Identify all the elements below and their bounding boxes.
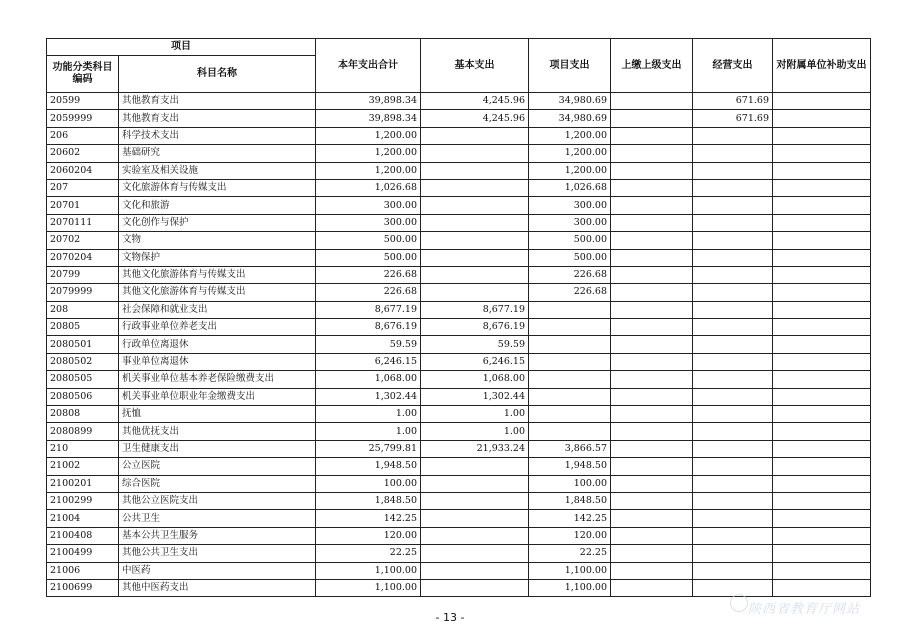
cell-total: 6,246.15 — [316, 353, 421, 370]
cell-project: 1,200.00 — [529, 162, 611, 179]
cell-subsidy — [773, 127, 871, 144]
cell-basic: 59.59 — [421, 336, 529, 353]
cell-code: 207 — [47, 179, 119, 196]
cell-name: 行政单位离退休 — [119, 336, 316, 353]
cell-project — [529, 319, 611, 336]
cell-total: 1,848.50 — [316, 492, 421, 509]
cell-subsidy — [773, 545, 871, 562]
cell-total: 22.25 — [316, 545, 421, 562]
cell-upper — [611, 301, 693, 318]
cell-code: 206 — [47, 127, 119, 144]
cell-name: 其他中医药支出 — [119, 579, 316, 596]
cell-code: 2080501 — [47, 336, 119, 353]
cell-name: 基础研究 — [119, 145, 316, 162]
cell-business — [693, 388, 773, 405]
cell-name: 文化和旅游 — [119, 197, 316, 214]
cell-subsidy — [773, 284, 871, 301]
cell-total: 25,799.81 — [316, 440, 421, 457]
cell-business — [693, 284, 773, 301]
cell-subsidy — [773, 301, 871, 318]
cell-code: 20701 — [47, 197, 119, 214]
cell-code: 2100499 — [47, 545, 119, 562]
cell-total: 226.68 — [316, 284, 421, 301]
cell-subsidy — [773, 179, 871, 196]
cell-business: 671.69 — [693, 110, 773, 127]
cell-business — [693, 214, 773, 231]
header-business: 经营支出 — [693, 39, 773, 93]
cell-basic — [421, 562, 529, 579]
cell-name: 中医药 — [119, 562, 316, 579]
cell-name: 公共卫生 — [119, 510, 316, 527]
cell-name: 其他教育支出 — [119, 110, 316, 127]
cell-project — [529, 388, 611, 405]
cell-subsidy — [773, 527, 871, 544]
cell-code: 20805 — [47, 319, 119, 336]
cell-business — [693, 266, 773, 283]
cell-upper — [611, 93, 693, 110]
table-row — [47, 458, 871, 475]
cell-business — [693, 162, 773, 179]
table-row — [47, 388, 871, 405]
cell-project: 34,980.69 — [529, 93, 611, 110]
cell-total: 39,898.34 — [316, 93, 421, 110]
cell-business — [693, 232, 773, 249]
cell-basic — [421, 284, 529, 301]
cell-project: 300.00 — [529, 214, 611, 231]
cell-subsidy — [773, 475, 871, 492]
table-row — [47, 562, 871, 579]
header-project: 项目支出 — [529, 39, 611, 93]
table-row — [47, 162, 871, 179]
cell-project: 1,100.00 — [529, 579, 611, 596]
table-row — [47, 319, 871, 336]
table-row — [47, 93, 871, 110]
cell-total: 1,200.00 — [316, 145, 421, 162]
cell-total: 500.00 — [316, 249, 421, 266]
cell-name: 文化创作与保护 — [119, 214, 316, 231]
cell-code: 208 — [47, 301, 119, 318]
cell-business — [693, 249, 773, 266]
cell-subsidy — [773, 336, 871, 353]
cell-project: 120.00 — [529, 527, 611, 544]
cell-total: 1,100.00 — [316, 562, 421, 579]
cell-name: 机关事业单位基本养老保险缴费支出 — [119, 371, 316, 388]
cell-total: 1,200.00 — [316, 162, 421, 179]
cell-basic — [421, 527, 529, 544]
cell-total: 8,677.19 — [316, 301, 421, 318]
cell-business — [693, 492, 773, 509]
cell-name: 实验室及相关设施 — [119, 162, 316, 179]
cell-basic: 1.00 — [421, 423, 529, 440]
cell-business — [693, 145, 773, 162]
cell-code: 2100408 — [47, 527, 119, 544]
cell-basic — [421, 475, 529, 492]
cell-business — [693, 301, 773, 318]
page-number: - 13 - — [435, 611, 465, 624]
cell-subsidy — [773, 510, 871, 527]
cell-subsidy — [773, 145, 871, 162]
table-row — [47, 545, 871, 562]
table-row — [47, 492, 871, 509]
cell-upper — [611, 179, 693, 196]
cell-subsidy — [773, 232, 871, 249]
cell-project — [529, 406, 611, 423]
cell-basic — [421, 492, 529, 509]
cell-name: 科学技术支出 — [119, 127, 316, 144]
cell-basic — [421, 232, 529, 249]
cell-total: 1,100.00 — [316, 579, 421, 596]
cell-total: 226.68 — [316, 266, 421, 283]
header-name: 科目名称 — [119, 56, 316, 93]
cell-name: 卫生健康支出 — [119, 440, 316, 457]
cell-code: 2079999 — [47, 284, 119, 301]
cell-business — [693, 179, 773, 196]
table-row — [47, 145, 871, 162]
cell-total: 142.25 — [316, 510, 421, 527]
cell-name: 文物 — [119, 232, 316, 249]
header-code: 功能分类科目编码 — [47, 56, 119, 93]
cell-basic — [421, 145, 529, 162]
cell-upper — [611, 145, 693, 162]
cell-project: 300.00 — [529, 197, 611, 214]
cell-basic — [421, 127, 529, 144]
cell-name: 其他文化旅游体育与传媒支出 — [119, 284, 316, 301]
cell-subsidy — [773, 266, 871, 283]
cell-total: 100.00 — [316, 475, 421, 492]
cell-basic — [421, 214, 529, 231]
cell-total: 59.59 — [316, 336, 421, 353]
cell-code: 2100201 — [47, 475, 119, 492]
header-basic: 基本支出 — [421, 39, 529, 93]
cell-total: 1.00 — [316, 406, 421, 423]
cell-upper — [611, 492, 693, 509]
cell-name: 机关事业单位职业年金缴费支出 — [119, 388, 316, 405]
table-row — [47, 232, 871, 249]
cell-upper — [611, 214, 693, 231]
cell-subsidy — [773, 162, 871, 179]
cell-code: 2100299 — [47, 492, 119, 509]
cell-subsidy — [773, 110, 871, 127]
cell-project: 1,026.68 — [529, 179, 611, 196]
cell-name: 文物保护 — [119, 249, 316, 266]
table-row — [47, 266, 871, 283]
cell-subsidy — [773, 440, 871, 457]
expenditure-table — [46, 38, 871, 597]
cell-project: 3,866.57 — [529, 440, 611, 457]
table-row — [47, 179, 871, 196]
cell-upper — [611, 266, 693, 283]
cell-subsidy — [773, 579, 871, 596]
cell-subsidy — [773, 423, 871, 440]
cell-business — [693, 562, 773, 579]
cell-subsidy — [773, 249, 871, 266]
cell-total: 120.00 — [316, 527, 421, 544]
cell-business — [693, 527, 773, 544]
cell-total: 1,948.50 — [316, 458, 421, 475]
cell-total: 1.00 — [316, 423, 421, 440]
cell-upper — [611, 197, 693, 214]
cell-name: 其他教育支出 — [119, 93, 316, 110]
cell-code: 2059999 — [47, 110, 119, 127]
cell-basic: 1,302.44 — [421, 388, 529, 405]
cell-project: 1,200.00 — [529, 145, 611, 162]
cell-upper — [611, 319, 693, 336]
table-row — [47, 406, 871, 423]
cell-upper — [611, 458, 693, 475]
cell-subsidy — [773, 492, 871, 509]
cell-upper — [611, 284, 693, 301]
header-group-project: 项目 — [47, 39, 316, 56]
header-subsidy: 对附属单位补助支出 — [773, 39, 871, 93]
cell-basic — [421, 197, 529, 214]
cell-total: 1,026.68 — [316, 179, 421, 196]
cell-basic — [421, 162, 529, 179]
cell-business — [693, 545, 773, 562]
cell-upper — [611, 475, 693, 492]
cell-business — [693, 458, 773, 475]
cell-name: 其他公立医院支出 — [119, 492, 316, 509]
cell-upper — [611, 110, 693, 127]
cell-business: 671.69 — [693, 93, 773, 110]
cell-name: 公立医院 — [119, 458, 316, 475]
cell-upper — [611, 353, 693, 370]
table-row — [47, 371, 871, 388]
cell-subsidy — [773, 562, 871, 579]
cell-name: 基本公共卫生服务 — [119, 527, 316, 544]
cell-upper — [611, 562, 693, 579]
cell-basic: 21,933.24 — [421, 440, 529, 457]
cell-basic: 1,068.00 — [421, 371, 529, 388]
cell-total: 1,200.00 — [316, 127, 421, 144]
header-upper: 上缴上级支出 — [611, 39, 693, 93]
cell-code: 2080502 — [47, 353, 119, 370]
cell-upper — [611, 527, 693, 544]
cell-name: 其他文化旅游体育与传媒支出 — [119, 266, 316, 283]
cell-business — [693, 197, 773, 214]
cell-upper — [611, 371, 693, 388]
table-row — [47, 249, 871, 266]
cell-upper — [611, 232, 693, 249]
cell-code: 2060204 — [47, 162, 119, 179]
cell-upper — [611, 388, 693, 405]
cell-basic — [421, 266, 529, 283]
table-row — [47, 214, 871, 231]
cell-code: 20702 — [47, 232, 119, 249]
cell-basic: 4,245.96 — [421, 110, 529, 127]
table-row — [47, 475, 871, 492]
cell-upper — [611, 423, 693, 440]
table-row — [47, 197, 871, 214]
cell-business — [693, 353, 773, 370]
cell-business — [693, 319, 773, 336]
table-row — [47, 284, 871, 301]
cell-subsidy — [773, 353, 871, 370]
cell-basic — [421, 179, 529, 196]
cell-subsidy — [773, 458, 871, 475]
cell-code: 21004 — [47, 510, 119, 527]
cell-name: 综合医院 — [119, 475, 316, 492]
table-row — [47, 510, 871, 527]
table-row — [47, 423, 871, 440]
cell-code: 20599 — [47, 93, 119, 110]
cell-business — [693, 406, 773, 423]
cell-project — [529, 336, 611, 353]
table-row — [47, 440, 871, 457]
cell-project: 22.25 — [529, 545, 611, 562]
cell-project — [529, 301, 611, 318]
cell-business — [693, 127, 773, 144]
cell-project: 1,848.50 — [529, 492, 611, 509]
cell-code: 20799 — [47, 266, 119, 283]
table-row — [47, 336, 871, 353]
cell-basic — [421, 458, 529, 475]
cell-project: 500.00 — [529, 232, 611, 249]
cell-upper — [611, 579, 693, 596]
cell-project: 1,100.00 — [529, 562, 611, 579]
cell-code: 2100699 — [47, 579, 119, 596]
cell-subsidy — [773, 406, 871, 423]
cell-project: 142.25 — [529, 510, 611, 527]
cell-upper — [611, 336, 693, 353]
cell-basic — [421, 249, 529, 266]
cell-project: 1,200.00 — [529, 127, 611, 144]
cell-business — [693, 475, 773, 492]
cell-code: 21006 — [47, 562, 119, 579]
cell-basic: 8,677.19 — [421, 301, 529, 318]
cell-project — [529, 423, 611, 440]
table-row — [47, 127, 871, 144]
cell-upper — [611, 249, 693, 266]
cell-code: 210 — [47, 440, 119, 457]
cell-code: 2080505 — [47, 371, 119, 388]
cell-name: 社会保障和就业支出 — [119, 301, 316, 318]
watermark: 陕西省教育厅网站 — [748, 602, 861, 617]
cell-upper — [611, 440, 693, 457]
cell-business — [693, 423, 773, 440]
cell-upper — [611, 545, 693, 562]
cell-basic: 4,245.96 — [421, 93, 529, 110]
cell-business — [693, 336, 773, 353]
cell-project: 1,948.50 — [529, 458, 611, 475]
cell-business — [693, 371, 773, 388]
cell-project: 34,980.69 — [529, 110, 611, 127]
table-row — [47, 110, 871, 127]
cell-subsidy — [773, 93, 871, 110]
cell-upper — [611, 406, 693, 423]
cell-basic — [421, 510, 529, 527]
cell-business — [693, 440, 773, 457]
cell-project: 226.68 — [529, 266, 611, 283]
cell-total: 300.00 — [316, 197, 421, 214]
cell-name: 行政事业单位养老支出 — [119, 319, 316, 336]
cell-subsidy — [773, 197, 871, 214]
cell-code: 20808 — [47, 406, 119, 423]
cell-name: 事业单位离退休 — [119, 353, 316, 370]
cell-name: 其他优抚支出 — [119, 423, 316, 440]
cell-total: 39,898.34 — [316, 110, 421, 127]
cell-subsidy — [773, 214, 871, 231]
cell-total: 500.00 — [316, 232, 421, 249]
cell-subsidy — [773, 388, 871, 405]
cell-project — [529, 371, 611, 388]
table-row — [47, 353, 871, 370]
cell-code: 2080899 — [47, 423, 119, 440]
cell-project: 100.00 — [529, 475, 611, 492]
cell-name: 文化旅游体育与传媒支出 — [119, 179, 316, 196]
cell-basic: 6,246.15 — [421, 353, 529, 370]
cell-upper — [611, 162, 693, 179]
cell-basic: 1.00 — [421, 406, 529, 423]
cell-name: 其他公共卫生支出 — [119, 545, 316, 562]
cell-upper — [611, 510, 693, 527]
cell-subsidy — [773, 371, 871, 388]
cell-subsidy — [773, 319, 871, 336]
cell-code: 2070111 — [47, 214, 119, 231]
cell-code: 2070204 — [47, 249, 119, 266]
cell-business — [693, 510, 773, 527]
cell-basic — [421, 579, 529, 596]
cell-total: 1,068.00 — [316, 371, 421, 388]
cell-project — [529, 353, 611, 370]
cell-basic — [421, 545, 529, 562]
cell-total: 8,676.19 — [316, 319, 421, 336]
cell-basic: 8,676.19 — [421, 319, 529, 336]
table-body — [47, 93, 871, 597]
watermark-logo-icon — [730, 594, 748, 612]
cell-business — [693, 579, 773, 596]
table-row — [47, 301, 871, 318]
cell-name: 抚恤 — [119, 406, 316, 423]
cell-code: 21002 — [47, 458, 119, 475]
cell-project: 500.00 — [529, 249, 611, 266]
table-row — [47, 527, 871, 544]
cell-code: 20602 — [47, 145, 119, 162]
header-total: 本年支出合计 — [316, 39, 421, 93]
cell-code: 2080506 — [47, 388, 119, 405]
cell-total: 300.00 — [316, 214, 421, 231]
cell-total: 1,302.44 — [316, 388, 421, 405]
table-row — [47, 579, 871, 596]
cell-upper — [611, 127, 693, 144]
cell-project: 226.68 — [529, 284, 611, 301]
